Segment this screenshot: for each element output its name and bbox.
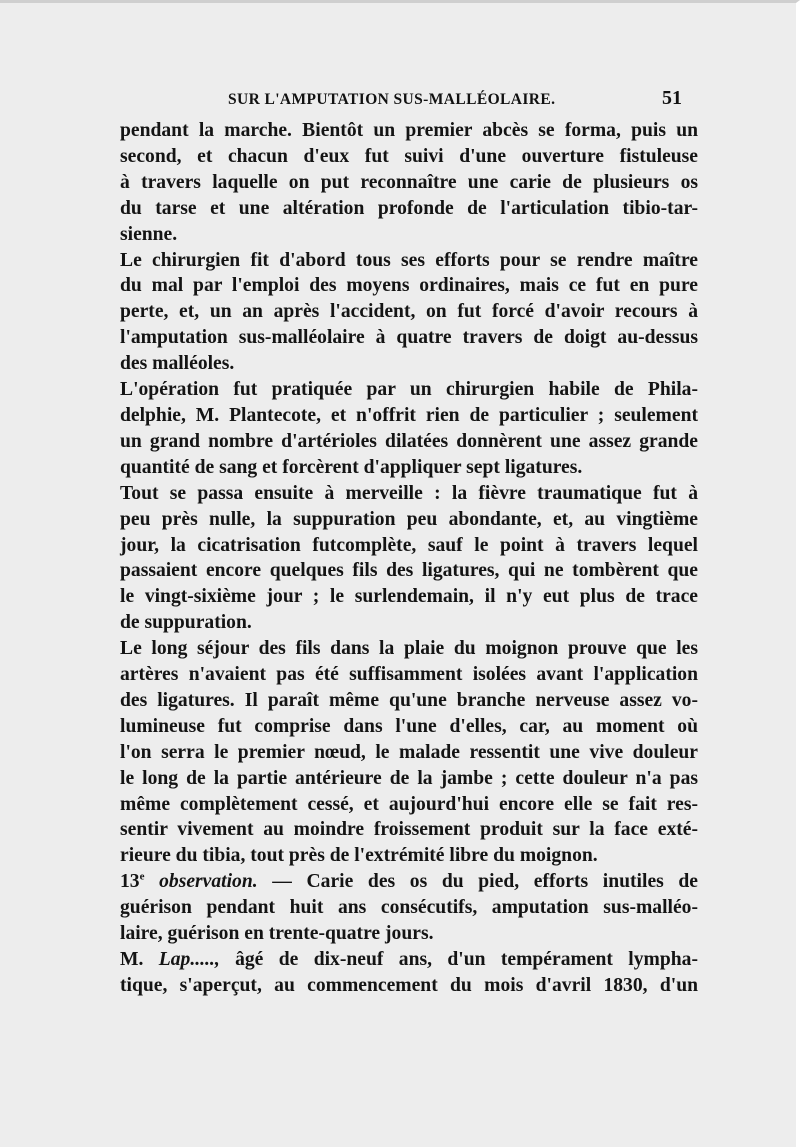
- text-line: du mal par l'emploi des moyens ordinaires, mais ce fut en pure: [120, 275, 698, 297]
- observation-heading: [120, 869, 698, 947]
- text-line: des ligatures. Il paraît même qu'une branche nerveuse assez vo-: [120, 689, 698, 711]
- text-line: jour, la cicatrisation futcomplète, sauf le point à travers lequel: [120, 534, 698, 556]
- text-line: Le long séjour des fils dans la plaie du moignon prouve que les: [120, 638, 698, 660]
- text-line: delphie, M. Plantecote, et n'offrit rien de particulier ; seulement: [120, 404, 698, 426]
- text-line: l'on serra le premier nœud, le malade ressentit une vive douleur: [120, 741, 698, 763]
- text-line: laire, guérison en trente-quatre jours.: [120, 923, 434, 945]
- paragraph: [120, 947, 698, 999]
- text-line: second, et chacun d'eux fut suivi d'une ouverture fistuleuse: [120, 145, 698, 167]
- paragraph: [120, 118, 698, 248]
- observation-summary: — Carie des os du pied, efforts inutiles de: [257, 871, 698, 893]
- text-line: quantité de sang et forcèrent d'appliquer sept ligatures.: [120, 456, 583, 478]
- paragraph: [120, 248, 698, 378]
- text-line: de suppuration.: [120, 612, 252, 634]
- text-line: tique, s'aperçut, au commencement du mois d'avril 1830, d'un: [120, 974, 698, 996]
- text-line: artères n'avaient pas été suffisamment isolées avant l'application: [120, 664, 698, 686]
- text-line: le long de la partie antérieure de la jambe ; cette douleur n'a pas: [120, 767, 698, 789]
- text-line: même complètement cessé, et aujourd'hui encore elle se fait res-: [120, 793, 698, 815]
- paragraph: [120, 636, 698, 869]
- body-text: [120, 118, 698, 999]
- text-line: passaient encore quelques fils des ligatures, qui ne tombèrent que: [120, 560, 698, 582]
- text-line: peu près nulle, la suppuration peu abondante, et, au vingtième: [120, 508, 698, 530]
- text-line: le vingt-sixième jour ; le surlendemain, il n'y eut plus de trace: [120, 586, 698, 608]
- text-line: guérison pendant huit ans consécutifs, amputation sus-malléo-: [120, 897, 698, 919]
- patient-name-italic: Lap.....,: [158, 949, 220, 970]
- page-number: 51: [662, 87, 682, 109]
- text-line: rieure du tibia, tout près de l'extrémité libre du moignon.: [120, 845, 598, 867]
- paragraph: [120, 481, 698, 636]
- text-line: [120, 947, 698, 973]
- text-line: pendant la marche. Bientôt un premier abcès se forma, puis un: [120, 120, 698, 141]
- text-line: sienne.: [120, 223, 178, 245]
- text-line: [120, 869, 698, 895]
- text-line: à travers laquelle on put reconnaître une carie de plusieurs os: [120, 171, 698, 193]
- running-header: [0, 85, 800, 111]
- observation-number: 13e: [120, 870, 145, 893]
- closing-line-rest: âgé de dix-neuf ans, d'un tempérament lympha-: [219, 949, 698, 970]
- text-line: sentir vivement au moindre froissement produit sur la face exté-: [120, 819, 698, 841]
- text-line: l'amputation sus-malléolaire à quatre travers de doigt au-dessus: [120, 327, 698, 349]
- text-line: Le chirurgien fit d'abord tous ses efforts pour se rendre maître: [120, 249, 698, 271]
- patient-name: M.: [120, 949, 159, 970]
- running-title: SUR L'AMPUTATION SUS-MALLÉOLAIRE.: [228, 91, 556, 108]
- text-line: L'opération fut pratiquée par un chirurgien habile de Phila-: [120, 379, 698, 401]
- paragraph: [120, 377, 698, 481]
- text-line: Tout se passa ensuite à merveille : la fièvre traumatique fut à: [120, 482, 698, 504]
- text-line: perte, et, un an après l'accident, on fut forcé d'avoir recours à: [120, 301, 698, 323]
- text-line: lumineuse fut comprise dans l'une d'elles, car, au moment où: [120, 715, 698, 737]
- text-line: un grand nombre d'artérioles dilatées donnèrent une assez grande: [120, 430, 698, 452]
- text-line: du tarse et une altération profonde de l'articulation tibio-tar-: [120, 197, 698, 219]
- text-line: des malléoles.: [120, 353, 235, 375]
- observation-label: observation.: [159, 871, 258, 893]
